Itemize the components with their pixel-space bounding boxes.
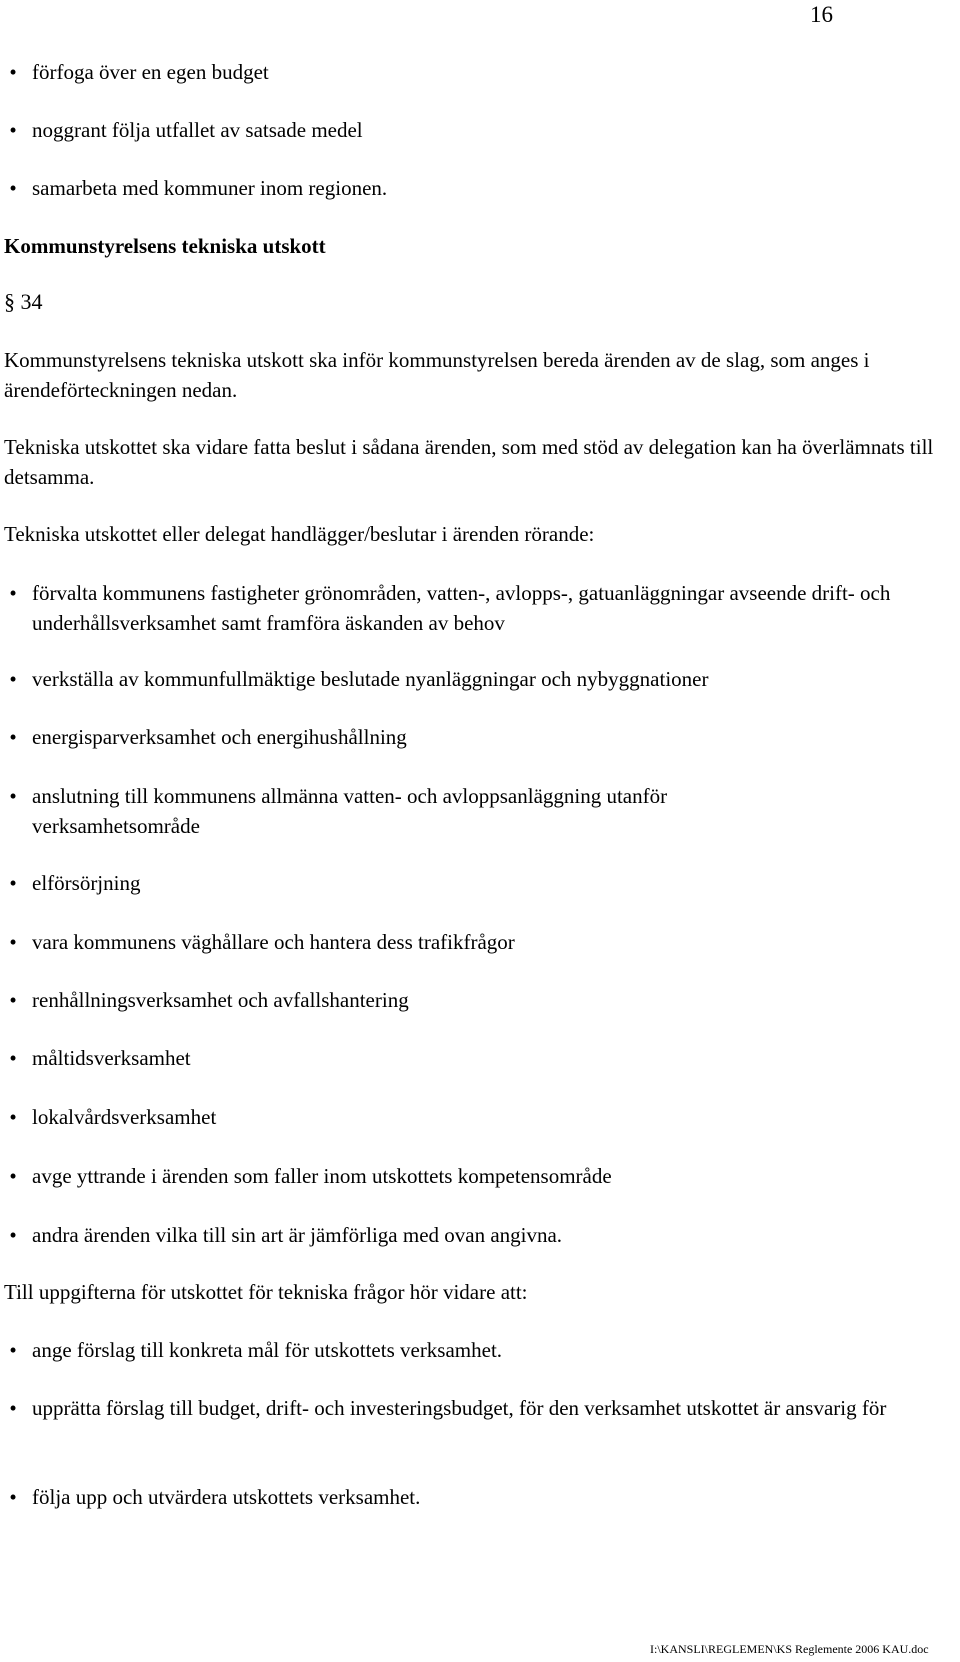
section-heading: Kommunstyrelsens tekniska utskott [4, 234, 326, 258]
bullet-icon: • [9, 988, 17, 1012]
paragraph: Till uppgifterna för utskottet för tekniska frågor hör vidare att: [4, 1280, 528, 1304]
list-item: • förfoga över en egen budget [4, 57, 954, 87]
list-item: • elförsörjning [4, 868, 954, 898]
list-item: • noggrant följa utfallet av satsade medel [4, 115, 954, 145]
list-item: • vara kommunens väghållare och hantera dess trafikfrågor [4, 927, 954, 957]
bullet-icon: • [9, 667, 17, 691]
bullet-icon: • [9, 1164, 17, 1188]
bullet-icon: • [9, 1046, 17, 1070]
bullet-icon: • [9, 1338, 17, 1362]
list-item: • förvalta kommunens fastigheter grönområden, vatten-, avlopps-, gatuanläggningar avseende drift- och underhållsverksamhet samt framföra äskanden av behov [4, 578, 954, 638]
bullet-icon: • [9, 581, 17, 605]
footer-file-path: I:\KANSLI\REGLEMEN\KS Reglemente 2006 KAU.doc [650, 1642, 929, 1656]
bullet-icon: • [9, 930, 17, 954]
bullet-icon: • [9, 118, 17, 142]
page-number: 16 [810, 2, 833, 27]
list-item: • lokalvårdsverksamhet [4, 1102, 954, 1132]
list-item: • andra ärenden vilka till sin art är jämförliga med ovan angivna. [4, 1220, 954, 1250]
list-item: • avge yttrande i ärenden som faller inom utskottets kompetensområde [4, 1161, 954, 1191]
bullet-icon: • [9, 1485, 17, 1509]
list-item: • ange förslag till konkreta mål för utskottets verksamhet. [4, 1335, 954, 1365]
bullet-icon: • [9, 176, 17, 200]
bullet-icon: • [9, 60, 17, 84]
bullet-icon: • [9, 784, 17, 808]
list-item: • renhållningsverksamhet och avfallshantering [4, 985, 954, 1015]
bullet-icon: • [9, 1223, 17, 1247]
paragraph: Tekniska utskottet eller delegat handlägger/beslutar i ärenden rörande: [4, 522, 595, 546]
bullet-icon: • [9, 725, 17, 749]
list-item: • upprätta förslag till budget, drift- och investeringsbudget, för den verksamhet utskottet är ansvarig för [4, 1393, 954, 1423]
paragraph: Tekniska utskottet ska vidare fatta beslut i sådana ärenden, som med stöd av delegation kan ha överlämnats till detsamma. [4, 435, 934, 489]
list-item: • följa upp och utvärdera utskottets verksamhet. [4, 1482, 954, 1512]
paragraph-number: § 34 [4, 289, 43, 314]
list-item: • energisparverksamhet och energihushållning [4, 722, 954, 752]
bullet-icon: • [9, 871, 17, 895]
list-item: • verkställa av kommunfullmäktige beslutade nyanläggningar och nybyggnationer [4, 664, 954, 694]
list-item: • anslutning till kommunens allmänna vatten- och avloppsanläggning utanför verksamhetsområde [4, 781, 954, 841]
bullet-icon: • [9, 1396, 17, 1420]
bullet-icon: • [9, 1105, 17, 1129]
list-item: • måltidsverksamhet [4, 1043, 954, 1073]
paragraph: Kommunstyrelsens tekniska utskott ska inför kommunstyrelsen bereda ärenden av de slag, som anges i ärendeförteckningen nedan. [4, 348, 870, 402]
list-item: • samarbeta med kommuner inom regionen. [4, 173, 954, 203]
